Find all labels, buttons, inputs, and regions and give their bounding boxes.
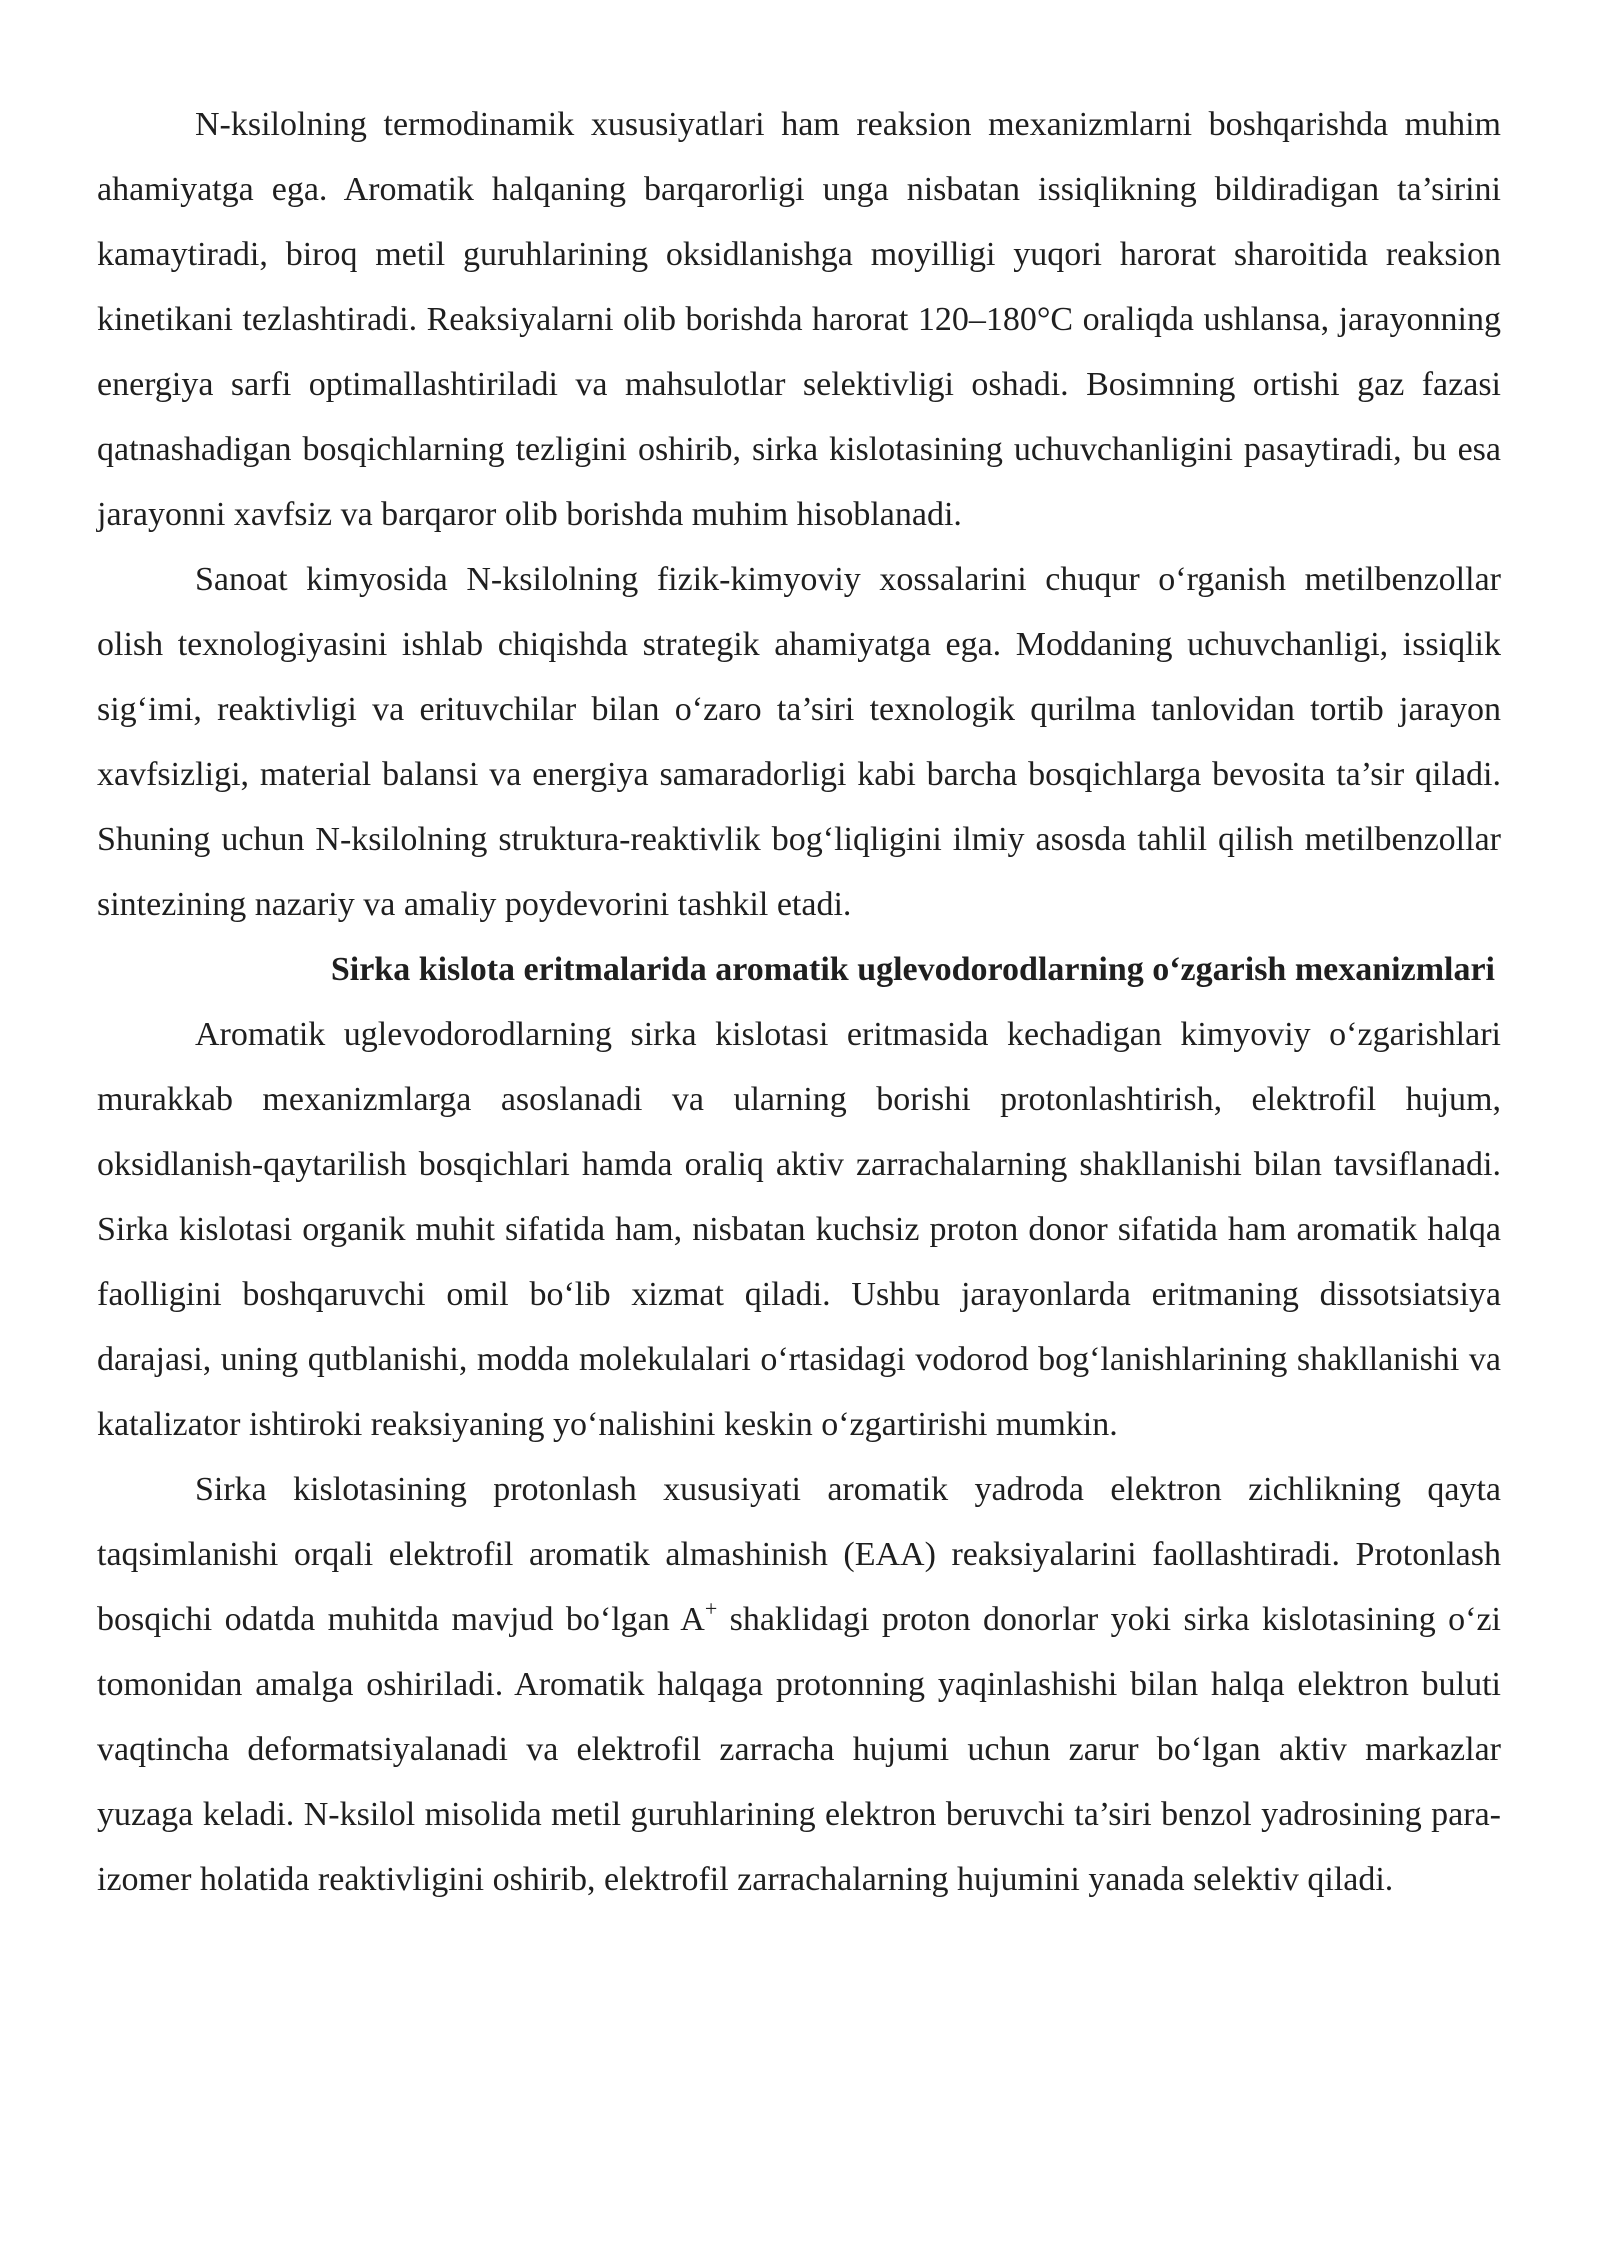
document-page [97,92,1501,1912]
paragraph-aromatic-transformations: Aromatik uglevodorodlarning sirka kislotasi eritmasida kechadigan kimyoviy o‘zgarishlari murakkab mexanizmlarga asoslanadi va ularning borishi protonlashtirish, elektrofil hujum, oksidlanish-qaytarilish bosqichlari hamda oraliq aktiv zarrachalarning shakllanishi bilan tavsiflanadi. Sirka kislotasi organik muhit sifatida ham, nisbatan kuchsiz proton donor sifatida ham aromatik halqa faolligini boshqaruvchi omil bo‘lib xizmat qiladi. Ushbu jarayonlarda eritmaning dissotsiatsiya darajasi, uning qutblanishi, modda molekulalari o‘rtasidagi vodorod bog‘lanishlarining shakllanishi va katalizator ishtiroki reaksiyaning yo‘nalishini keskin o‘zgartirishi mumkin. [97,1016,1501,1443]
protonation-text-start: Sirka kislotasining protonlash xususiyati aromatik yadroda elektron zichlikning qayta taqsimlanishi orqali elektrofil aromatik almashinish (EAA) reaksiyalarini faollashtiradi. Protonlash bosqichi odatda muhitda mavjud bo‘lgan A [97,1471,1501,1638]
paragraph-protonation [97,1457,1501,1912]
superscript-plus: + [704,1596,718,1621]
paragraph-industrial-chemistry: Sanoat kimyosida N-ksilolning fizik-kimyoviy xossalarini chuqur o‘rganish metilbenzollar olish texnologiyasini ishlab chiqishda strategik ahamiyatga ega. Moddaning uchuvchanligi, issiqlik sig‘imi, reaktivligi va erituvchilar bilan o‘zaro ta’siri texnologik qurilma tanlovidan tortib jarayon xavfsizligi, material balansi va energiya samaradorligi kabi barcha bosqichlarga bevosita ta’sir qiladi. Shuning uchun N-ksilolning struktura-reaktivlik bog‘liqligini ilmiy asosda tahlil qilish metilbenzollar sintezining nazariy va amaliy poydevorini tashkil etadi. [97,561,1501,923]
section-heading: Sirka kislota eritmalarida aromatik uglevodorodlarning o‘zgarish mexanizmlari [330,951,1495,988]
paragraph-thermodynamic-properties: N-ksilolning termodinamik xususiyatlari ham reaksion mexanizmlarni boshqarishda muhim ahamiyatga ega. Aromatik halqaning barqarorligi unga nisbatan issiqlikning bildiradigan ta’sirini kamaytiradi, biroq metil guruhlarining oksidlanishga moyilligi yuqori harorat sharoitida reaksion kinetikani tezlashtiradi. Reaksiyalarni olib borishda harorat 120–180°C oraliqda ushlansa, jarayonning energiya sarfi optimallashtiriladi va mahsulotlar selektivligi oshadi. Bosimning ortishi gaz fazasi qatnashadigan bosqichlarning tezligini oshirib, sirka kislotasining uchuvchanligini pasaytiradi, bu esa jarayonni xavfsiz va barqaror olib borishda muhim hisoblanadi. [97,106,1501,533]
protonation-text-end: shaklidagi proton donorlar yoki sirka kislotasining o‘zi tomonidan amalga oshiriladi. Aromatik halqaga protonning yaqinlashishi bilan halqa elektron buluti vaqtincha deformatsiyalanadi va elektrofil zarracha hujumi uchun zarur bo‘lgan aktiv markazlar yuzaga keladi. N-ksilol misolida metil guruhlarining elektron beruvchi ta’siri benzol yadrosining para-izomer holatida reaktivligini oshirib, elektrofil zarrachalarning hujumini yanada selektiv qiladi. [97,1601,1502,1898]
